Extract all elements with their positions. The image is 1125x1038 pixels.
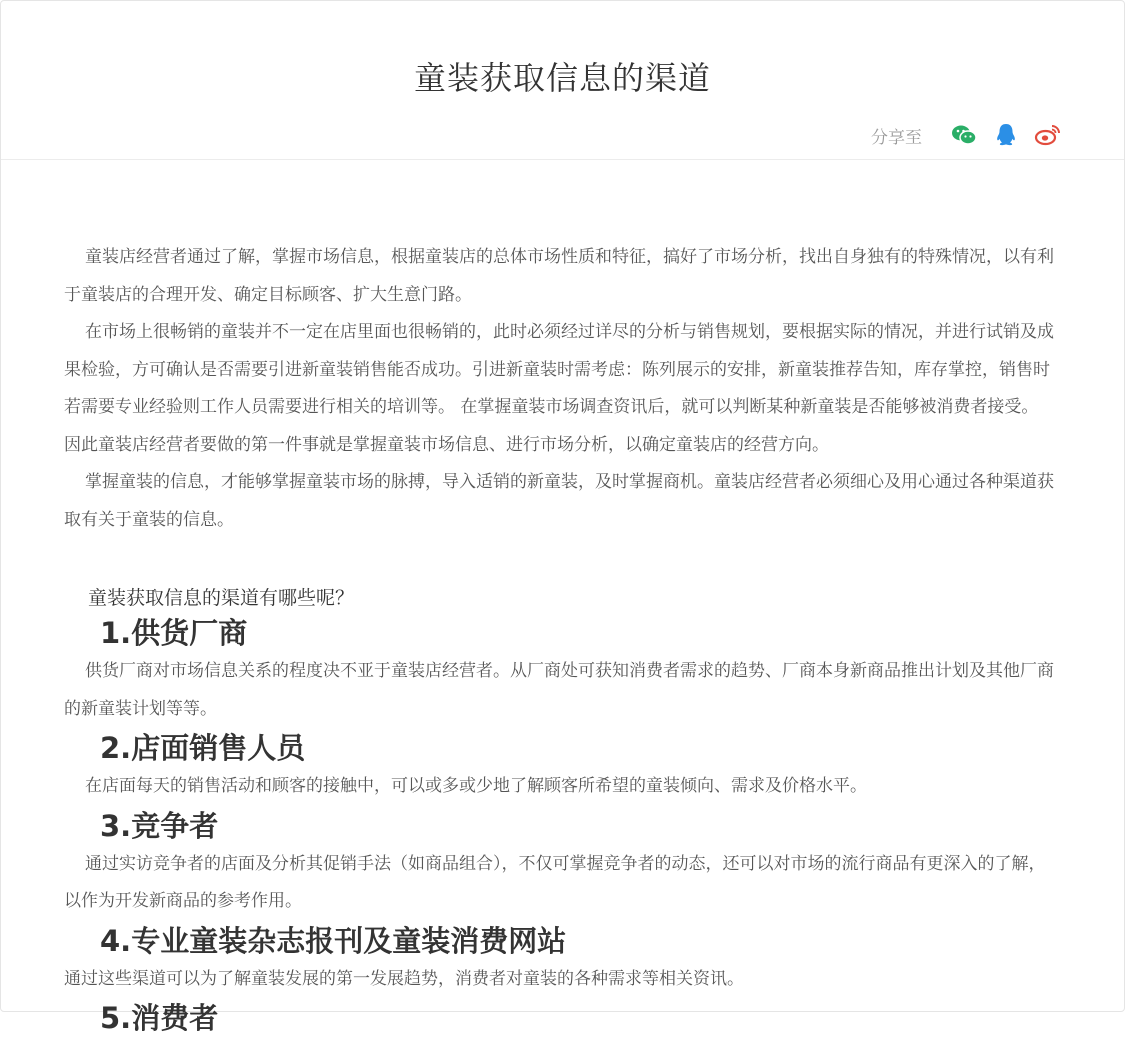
section-text: 通过这些渠道可以为了解童装发展的第一发展趋势，消费者对童装的各种需求等相关资讯。: [64, 968, 744, 989]
spacer: [64, 539, 1054, 583]
section-question: 童装获取信息的渠道有哪些呢？: [88, 587, 355, 609]
section-text: 在店面每天的销售活动和顾客的接触中，可以或多或少地了解顾客所希望的童装倾向、需求及价格水平。: [85, 776, 867, 796]
section-heading: 5.消费者: [100, 1001, 219, 1035]
weibo-icon[interactable]: [1034, 121, 1062, 149]
share-label: 分享至: [871, 127, 922, 148]
section-heading: 1.供货厂商: [100, 616, 248, 650]
section-heading: 4.专业童装杂志报刊及童装消费网站: [100, 923, 567, 958]
article-body: [64, 239, 1054, 1038]
section-heading: 3.竞争者: [100, 808, 219, 843]
article-header: [1, 1, 1124, 160]
section-heading: 2.店面销售人员: [100, 731, 306, 765]
intro-paragraph: 在市场上很畅销的童装并不一定在店里面也很畅销的，此时必须经过详尽的分析与销售规划，要根据实际的情况，并进行试销及成果检验，方可确认是否需要引进新童装销售能否成功。引进新童装时需考虑：陈列展示的安排，新童装推荐告知，库存掌控，销售时若需要专业经验则工作人员需要进行相关的培训等。 在掌握童装市场调查资讯后，就可以判断某种新童装是否能够被消费者接受。因此童装店经营者要做的第一件事就是掌握童装市场信息、进行市场分析，以确定童装店的经营方向。: [64, 322, 1054, 455]
section-text: 通过实访竞争者的店面及分析其促销手法（如商品组合），不仅可掌握竞争者的动态，还可以对市场的流行商品有更深入的了解，以作为开发新商品的参考作用。: [64, 853, 1046, 911]
share-bar: [871, 121, 1062, 149]
article-title: 童装获取信息的渠道: [413, 59, 711, 97]
qq-icon[interactable]: [992, 121, 1020, 149]
section-text: 供货厂商对市场信息关系的程度决不亚于童装店经营者。从厂商处可获知消费者需求的趋势、厂商本身新商品推出计划及其他厂商的新童装计划等等。: [64, 661, 1054, 719]
intro-paragraph: 童装店经营者通过了解，掌握市场信息，根据童装店的总体市场性质和特征，搞好了市场分析，找出自身独有的特殊情况，以有利于童装店的合理开发、确定目标顾客、扩大生意门路。: [64, 247, 1054, 305]
intro-paragraph: 掌握童装的信息，才能够掌握童装市场的脉搏，导入适销的新童装，及时掌握商机。童装店经营者必须细心及用心通过各种渠道获取有关于童装的信息。: [64, 472, 1054, 530]
wechat-icon[interactable]: [950, 121, 978, 149]
